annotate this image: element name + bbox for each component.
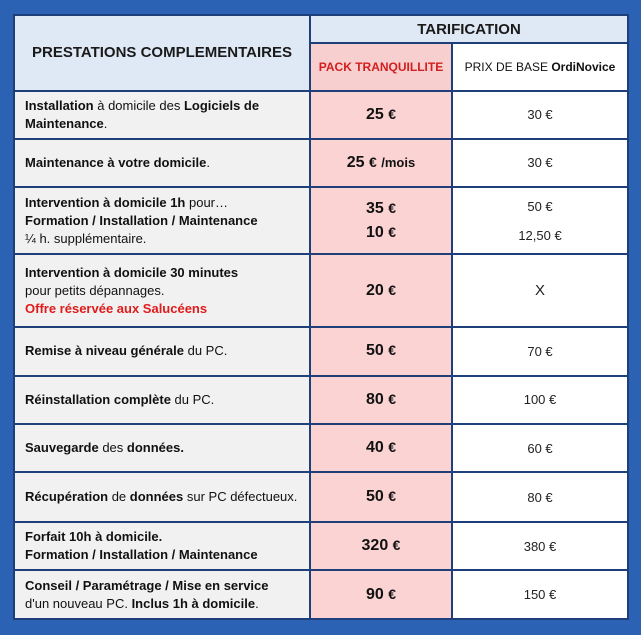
pricing-frame (13, 14, 627, 620)
service-description (14, 91, 310, 139)
base-price: 100 € (452, 376, 628, 424)
pack-price-unit: € (388, 439, 397, 456)
pack-price-unit: € (388, 585, 397, 602)
service-description (14, 139, 310, 186)
table-row (14, 472, 628, 521)
pack-price (310, 424, 452, 472)
pack-price (310, 187, 452, 255)
desc-part: Conseil / Paramétrage / Mise en service (25, 577, 269, 593)
pack-price (310, 522, 452, 570)
desc-part: Installation (25, 97, 94, 113)
pack-price (310, 327, 452, 375)
desc-part: Inclus 1h à domicile (131, 595, 256, 611)
prestations-header: PRESTATIONS COMPLEMENTAIRES (14, 15, 310, 91)
table-row (14, 424, 628, 472)
service-description (14, 327, 310, 375)
pack-price (310, 254, 452, 327)
pack-price (310, 139, 452, 186)
desc-part: Maintenance à votre domicile (25, 154, 207, 170)
pack-price-value: 25 (346, 153, 365, 171)
desc-part: Intervention à domicile 1h (25, 194, 186, 210)
desc-part: Remise à niveau générale (25, 343, 184, 359)
table-row (14, 570, 628, 619)
table-row (14, 522, 628, 570)
table-row (14, 376, 628, 424)
table-row (14, 187, 628, 255)
pack-price-value: 80 (365, 390, 384, 408)
desc-part: données (129, 489, 184, 505)
service-description (14, 570, 310, 619)
base-price: 380 € (452, 522, 628, 570)
tarification-header: TARIFICATION (310, 15, 628, 43)
base-price: 30 € (452, 139, 628, 186)
desc-part: à domicile des (93, 97, 184, 113)
table-row (14, 139, 628, 186)
pack-price-unit: € (392, 537, 401, 554)
service-description (14, 187, 310, 255)
desc-part: Formation / Installation / Maintenance (25, 212, 258, 228)
service-description (14, 424, 310, 472)
service-description (14, 254, 310, 327)
pack-price-extra-value: 10 (365, 223, 384, 241)
pack-price-unit: € (388, 223, 397, 240)
desc-part: d'un nouveau PC. (25, 595, 132, 611)
pack-price-unit: € (388, 488, 397, 505)
base-price: 30 € (452, 91, 628, 139)
base-price: 150 € (452, 570, 628, 619)
pack-price-unit: € (388, 105, 397, 122)
desc-part: . (103, 115, 108, 131)
desc-part: de (108, 489, 130, 505)
base-price: 60 € (452, 424, 628, 472)
pack-price-unit: € (388, 281, 397, 298)
base-price: X (452, 254, 628, 327)
desc-part: sur PC défectueux. (183, 489, 298, 505)
desc-part: Sauvegarde (25, 440, 99, 456)
pack-price-value: 20 (365, 281, 384, 299)
pack-price (310, 570, 452, 619)
desc-part: Logiciels de Maintenance (25, 97, 260, 131)
pack-price (310, 91, 452, 139)
desc-part: du PC. (170, 391, 215, 407)
base-price-brand: OrdiNovice (551, 60, 616, 74)
desc-part: . (206, 154, 210, 170)
pack-price-value: 50 (365, 342, 384, 360)
base-price-prefix: PRIX DE BASE (464, 60, 552, 74)
pack-price-unit: € (388, 390, 397, 407)
desc-part: Forfait 10h à domicile. (25, 529, 163, 545)
pricing-table (13, 14, 629, 620)
pack-price-value: 40 (365, 439, 384, 457)
desc-part: . (255, 595, 259, 611)
table-row (14, 254, 628, 327)
desc-part: Réinstallation complète (25, 391, 171, 407)
table-row (14, 327, 628, 375)
desc-part: ¼ h. supplémentaire. (25, 230, 147, 246)
base-price: 80 € (452, 472, 628, 521)
pack-price-value: 25 (365, 105, 384, 123)
pack-price-unit: € (369, 153, 377, 170)
desc-part: pour petits dépannages. (25, 282, 165, 298)
base-price: 70 € (452, 327, 628, 375)
pack-price-value: 90 (365, 585, 384, 603)
pack-price-unit: € (388, 199, 397, 216)
desc-part: pour… (185, 194, 229, 210)
desc-part: des (98, 440, 127, 456)
service-description (14, 522, 310, 570)
base-price-extra-value: 12,50 € (518, 227, 562, 243)
desc-part: du PC. (183, 343, 228, 359)
pack-price-value: 50 (365, 488, 384, 506)
base-price-value: 50 € (527, 198, 553, 214)
pack-column-header: PACK TRANQUILLITE (310, 43, 452, 90)
desc-part: Formation / Installation / Maintenance (25, 547, 258, 563)
table-row (14, 91, 628, 139)
service-description (14, 472, 310, 521)
desc-part: Intervention à domicile 30 minutes (25, 264, 239, 280)
pack-price-unit: € (388, 342, 397, 359)
desc-part: Récupération (25, 489, 109, 505)
pack-price-suffix: /mois (381, 154, 416, 170)
offer-note: Offre réservée aux Salucéens (25, 300, 208, 316)
pack-price-value: 320 (361, 537, 389, 555)
desc-part: données. (126, 440, 184, 456)
pack-price (310, 376, 452, 424)
pack-price (310, 472, 452, 521)
base-price-column-header (452, 43, 628, 90)
base-price (452, 187, 628, 255)
pack-price-value: 35 (365, 199, 384, 217)
service-description (14, 376, 310, 424)
